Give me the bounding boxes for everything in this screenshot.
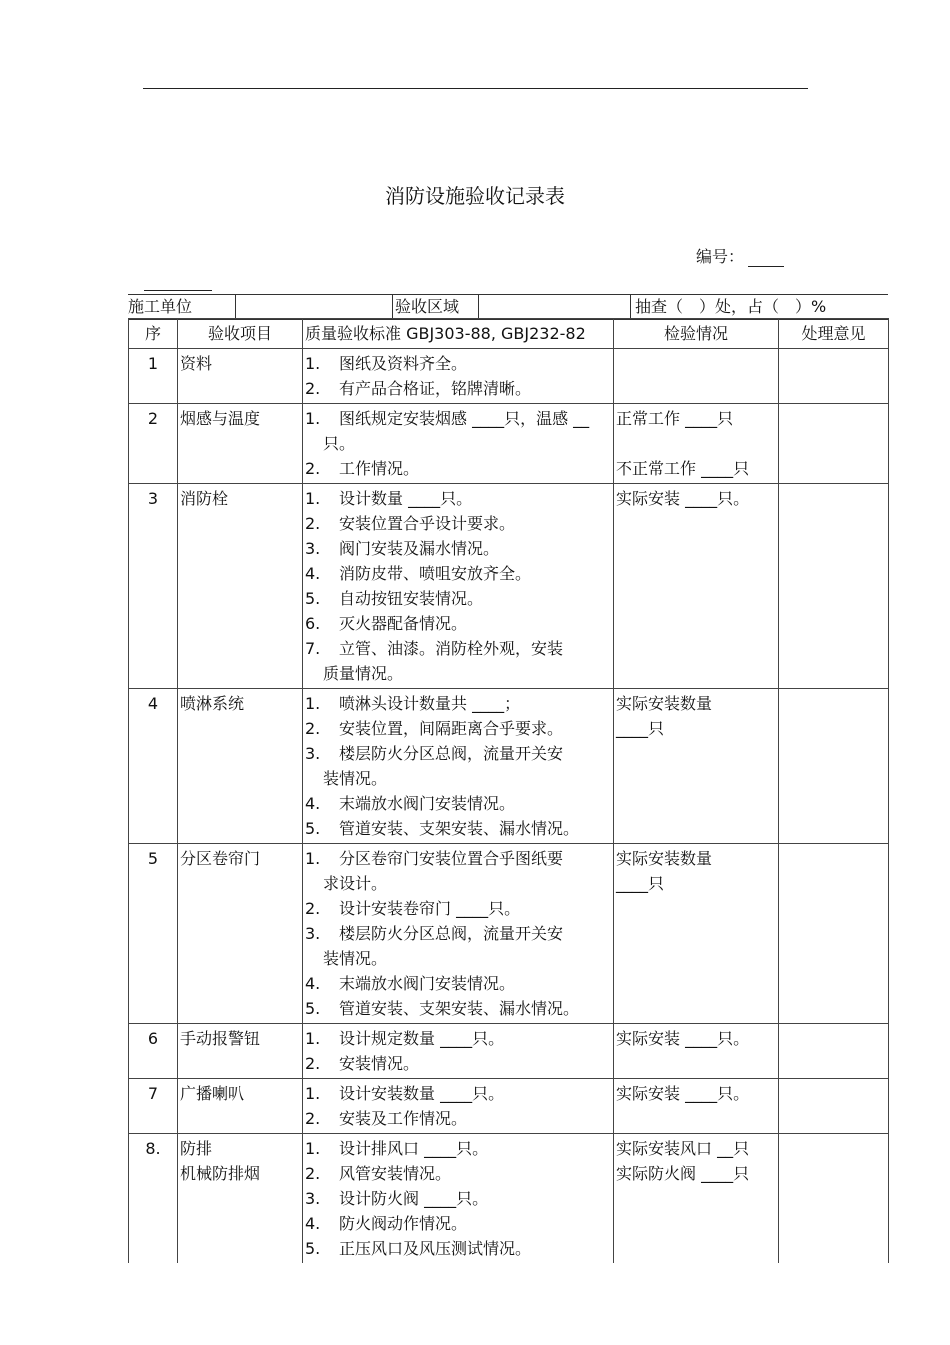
result-line: ____只 xyxy=(616,874,665,893)
row-result[interactable] xyxy=(614,484,779,689)
criterion-number: 5. xyxy=(305,589,321,608)
table-row xyxy=(129,689,889,844)
row-opinion[interactable] xyxy=(779,689,889,844)
row-result[interactable] xyxy=(614,404,779,484)
unit-field[interactable] xyxy=(235,295,392,319)
criterion-line xyxy=(305,996,611,1021)
result-line: 正常工作 ____只 xyxy=(616,409,734,428)
criterion-number: 5. xyxy=(305,999,321,1018)
criterion-line xyxy=(305,921,611,946)
criterion-text: 防火阀动作情况。 xyxy=(339,1214,468,1233)
criterion-line xyxy=(305,716,611,741)
criterion-number: 1. xyxy=(305,1139,321,1158)
row-opinion[interactable] xyxy=(779,844,889,1024)
criterion-number: 1. xyxy=(305,1029,321,1048)
result-line: 不正常工作 ____只 xyxy=(616,459,750,478)
row-item xyxy=(178,689,303,844)
item-line: 防排 xyxy=(180,1139,213,1158)
criterion-number: 4. xyxy=(305,1214,321,1233)
criterion-line xyxy=(305,691,611,716)
criterion-line xyxy=(305,1051,611,1076)
criterion-line xyxy=(305,1186,611,1211)
table-row xyxy=(129,404,889,484)
row-seq: 7 xyxy=(129,1079,178,1134)
row-item xyxy=(178,404,303,484)
result-line: 实际安装数量 xyxy=(616,849,713,868)
row-criteria xyxy=(303,1134,614,1264)
criterion-text: 设计防火阀 ____只。 xyxy=(339,1189,489,1208)
result-line: 实际安装 ____只。 xyxy=(616,1084,750,1103)
criterion-number: 1. xyxy=(305,354,321,373)
table-row xyxy=(129,1134,889,1264)
criterion-text: 安装及工作情况。 xyxy=(339,1109,468,1128)
criterion-line xyxy=(305,511,611,536)
criterion-number: 5. xyxy=(305,819,321,838)
serial-blank-continued xyxy=(144,290,212,291)
criterion-number: 2. xyxy=(305,1109,321,1128)
criterion-line xyxy=(305,1026,611,1051)
document-title: 消防设施验收记录表 xyxy=(385,184,565,208)
row-item xyxy=(178,349,303,404)
area-label: 验收区域 xyxy=(392,295,481,319)
criterion-continuation: 只。 xyxy=(323,434,356,453)
row-criteria xyxy=(303,1079,614,1134)
criterion-text: 楼层防火分区总阀，流量开关安 xyxy=(339,744,564,763)
criterion-number: 2. xyxy=(305,379,321,398)
criterion-text: 设计安装数量 ____只。 xyxy=(339,1084,505,1103)
criterion-line xyxy=(305,486,611,511)
row-opinion[interactable] xyxy=(779,484,889,689)
criterion-continuation: 装情况。 xyxy=(323,769,388,788)
criterion-text: 末端放水阀门安装情况。 xyxy=(339,974,516,993)
row-opinion[interactable] xyxy=(779,349,889,404)
row-criteria xyxy=(303,404,614,484)
table-row xyxy=(129,484,889,689)
criterion-line xyxy=(305,816,611,841)
area-field[interactable] xyxy=(478,295,631,319)
top-rule xyxy=(143,88,808,89)
criterion-text: 灭火器配备情况。 xyxy=(339,614,468,633)
item-line: 烟感与温度 xyxy=(180,409,261,428)
col-standard: 质量验收标准 GBJ303-88, GBJ232-82 xyxy=(303,319,614,349)
row-result[interactable] xyxy=(614,689,779,844)
row-result[interactable] xyxy=(614,844,779,1024)
criterion-line xyxy=(305,1161,611,1186)
criterion-text: 设计规定数量 ____只。 xyxy=(339,1029,505,1048)
criterion-text: 末端放水阀门安装情况。 xyxy=(339,794,516,813)
criterion-number: 3. xyxy=(305,744,321,763)
criterion-number: 4. xyxy=(305,564,321,583)
column-header-row xyxy=(129,319,889,349)
sampling-label: 抽查（ ）处，占（ ）% xyxy=(630,295,893,319)
criterion-text: 正压风口及风压测试情况。 xyxy=(339,1239,532,1258)
row-opinion[interactable] xyxy=(779,1024,889,1079)
criterion-number: 7. xyxy=(305,639,321,658)
row-result[interactable] xyxy=(614,1134,779,1264)
criterion-line xyxy=(305,1136,611,1161)
criterion-number: 2. xyxy=(305,459,321,478)
row-seq: 3 xyxy=(129,484,178,689)
criterion-text: 立管、油漆。消防栓外观，安装 xyxy=(339,639,564,658)
result-line: 实际防火阀 ____只 xyxy=(616,1164,750,1183)
criterion-line xyxy=(305,791,611,816)
criterion-text: 消防皮带、喷咀安放齐全。 xyxy=(339,564,532,583)
row-seq: 5 xyxy=(129,844,178,1024)
criterion-text: 有产品合格证，铭牌清晰。 xyxy=(339,379,532,398)
criterion-line xyxy=(305,611,611,636)
criterion-text: 设计数量 ____只。 xyxy=(339,489,473,508)
criterion-number: 1. xyxy=(305,694,321,713)
criterion-number: 1. xyxy=(305,1084,321,1103)
criterion-text: 阀门安装及漏水情况。 xyxy=(339,539,500,558)
criterion-text: 工作情况。 xyxy=(339,459,420,478)
unit-label: 施工单位 xyxy=(128,297,193,316)
criterion-number: 1. xyxy=(305,849,321,868)
criterion-text: 楼层防火分区总阀，流量开关安 xyxy=(339,924,564,943)
criterion-text: 图纸及资料齐全。 xyxy=(339,354,468,373)
row-seq: 4 xyxy=(129,689,178,844)
criterion-text: 图纸规定安装烟感 ____只，温感 __ xyxy=(339,409,590,428)
row-item xyxy=(178,1134,303,1264)
criterion-line xyxy=(305,1106,611,1131)
serial-blank[interactable] xyxy=(748,252,784,267)
row-seq: 1 xyxy=(129,349,178,404)
criterion-line xyxy=(305,971,611,996)
row-seq: 2 xyxy=(129,404,178,484)
criterion-line xyxy=(305,536,611,561)
criterion-line xyxy=(305,1081,611,1106)
criterion-line xyxy=(305,561,611,586)
col-item: 验收项目 xyxy=(178,319,303,349)
criterion-continuation: 求设计。 xyxy=(323,874,388,893)
result-line: 实际安装风口 __只 xyxy=(616,1139,750,1158)
item-line: 广播喇叭 xyxy=(180,1084,245,1103)
row-item xyxy=(178,1079,303,1134)
row-criteria xyxy=(303,844,614,1024)
col-result: 检验情况 xyxy=(614,319,779,349)
criterion-text: 自动按钮安装情况。 xyxy=(339,589,484,608)
row-result[interactable] xyxy=(614,1079,779,1134)
item-line: 资料 xyxy=(180,354,213,373)
criterion-continuation: 装情况。 xyxy=(323,949,388,968)
criterion-line xyxy=(305,456,611,481)
result-line: 实际安装数量 xyxy=(616,694,713,713)
criterion-text: 分区卷帘门安装位置合乎图纸要 xyxy=(339,849,564,868)
row-item xyxy=(178,844,303,1024)
criterion-line xyxy=(305,896,611,921)
table-row xyxy=(129,349,889,404)
criterion-line xyxy=(305,636,611,661)
table-row xyxy=(129,1079,889,1134)
result-line xyxy=(616,431,776,456)
item-line: 机械防排烟 xyxy=(180,1164,261,1183)
criterion-text: 安装位置，间隔距离合乎要求。 xyxy=(339,719,564,738)
criterion-line xyxy=(305,1236,611,1261)
criterion-number: 4. xyxy=(305,974,321,993)
criterion-text: 喷淋头设计数量共 ____； xyxy=(339,694,521,713)
criterion-text: 安装情况。 xyxy=(339,1054,420,1073)
criterion-number: 1. xyxy=(305,489,321,508)
item-line: 消防栓 xyxy=(180,489,229,508)
criterion-number: 4. xyxy=(305,794,321,813)
row-opinion[interactable] xyxy=(779,1079,889,1134)
criterion-line xyxy=(305,586,611,611)
serial-number xyxy=(696,244,784,267)
col-opinion: 处理意见 xyxy=(779,319,889,349)
criterion-text: 管道安装、支架安装、漏水情况。 xyxy=(339,819,580,838)
row-item xyxy=(178,484,303,689)
criterion-text: 设计安装卷帘门 ____只。 xyxy=(339,899,521,918)
criterion-line xyxy=(305,1211,611,1236)
header-row xyxy=(128,294,888,320)
row-criteria xyxy=(303,1024,614,1079)
result-line: ____只 xyxy=(616,719,665,738)
result-line: 实际安装 ____只。 xyxy=(616,489,750,508)
criterion-text: 风管安装情况。 xyxy=(339,1164,452,1183)
criterion-number: 2. xyxy=(305,514,321,533)
criterion-number: 3. xyxy=(305,1189,321,1208)
table-row xyxy=(129,1024,889,1079)
criterion-line xyxy=(305,741,611,766)
criterion-line xyxy=(305,376,611,401)
criterion-text: 管道安装、支架安装、漏水情况。 xyxy=(339,999,580,1018)
criterion-number: 5. xyxy=(305,1239,321,1258)
criterion-number: 6. xyxy=(305,614,321,633)
criterion-number: 2. xyxy=(305,719,321,738)
criterion-number: 2. xyxy=(305,1164,321,1183)
serial-label: 编号： xyxy=(696,247,745,266)
inspection-table xyxy=(128,318,889,1263)
col-seq: 序 xyxy=(129,319,178,349)
item-line: 分区卷帘门 xyxy=(180,849,261,868)
row-seq: 8. xyxy=(129,1134,178,1264)
criterion-line xyxy=(305,351,611,376)
row-item xyxy=(178,1024,303,1079)
criterion-continuation: 质量情况。 xyxy=(323,664,404,683)
row-result[interactable] xyxy=(614,349,779,404)
row-seq: 6 xyxy=(129,1024,178,1079)
table-row xyxy=(129,844,889,1024)
item-line: 手动报警钮 xyxy=(180,1029,261,1048)
row-criteria xyxy=(303,484,614,689)
row-opinion[interactable] xyxy=(779,404,889,484)
item-line: 喷淋系统 xyxy=(180,694,245,713)
criterion-text: 安装位置合乎设计要求。 xyxy=(339,514,516,533)
row-criteria xyxy=(303,349,614,404)
criterion-number: 1. xyxy=(305,409,321,428)
criterion-number: 2. xyxy=(305,1054,321,1073)
criterion-line xyxy=(305,406,611,431)
criterion-number: 3. xyxy=(305,539,321,558)
criterion-text: 设计排风口 ____只。 xyxy=(339,1139,489,1158)
result-line: 实际安装 ____只。 xyxy=(616,1029,750,1048)
criterion-number: 3. xyxy=(305,924,321,943)
criterion-number: 2. xyxy=(305,899,321,918)
row-opinion[interactable] xyxy=(779,1134,889,1264)
row-result[interactable] xyxy=(614,1024,779,1079)
row-criteria xyxy=(303,689,614,844)
criterion-line xyxy=(305,846,611,871)
